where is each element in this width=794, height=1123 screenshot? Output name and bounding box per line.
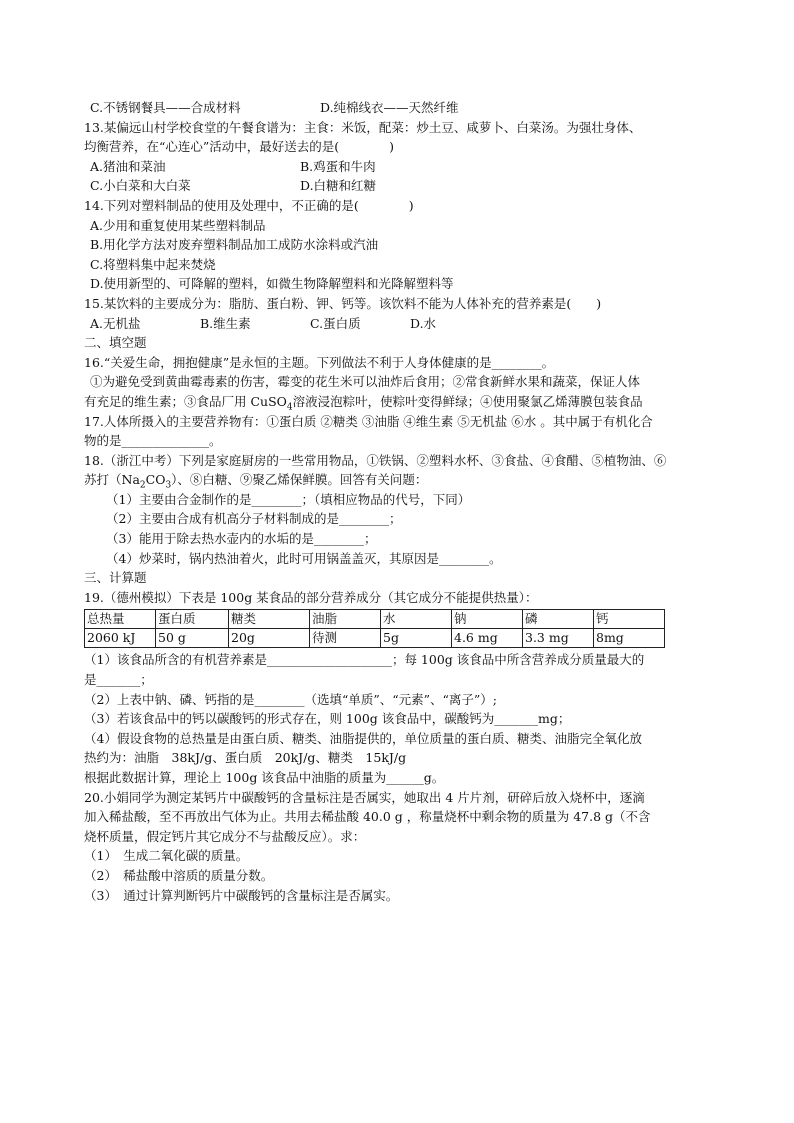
table-header-cell: 钙	[594, 610, 665, 629]
q20-part-3: （3） 通过计算判断钙片中碳酸钙的含量标注是否属实。	[84, 887, 399, 903]
table-header-cell: 糖类	[229, 610, 310, 629]
q14-option-a: A.少用和重复使用某些塑料制品	[90, 217, 266, 233]
nutrition-table-value-row	[85, 629, 665, 648]
q19-part-3: （3）若该食品中的钙以碳酸钙的形式存在，则 100g 该食品中，碳酸钙为_______mg；	[84, 711, 571, 727]
q13-option-a: A.猪油和菜油	[90, 158, 166, 174]
nutrition-table-header-row	[85, 610, 665, 629]
q16-line-3	[84, 392, 714, 412]
q18-line-1: 18.（浙江中考）下列是家庭厨房的一些常用物品，①铁锅、②塑料水杯、③食盐、④食醋、⑤植物油、⑥	[84, 452, 667, 468]
q14-stem: 14.下列对塑料制品的使用及处理中，不正确的是( )	[84, 197, 414, 213]
q19-part-1a: （1）该食品所含的有机营养素是____________________；每 100g 该食品中所含营养成分质量最大的	[84, 652, 645, 668]
q18-line-2-part-c: ）、⑧白糖、⑨聚乙烯保鲜膜。回答有关问题：	[171, 472, 428, 488]
q18-line-2	[84, 470, 714, 490]
q18-part-2: （2）主要由合成有机高分子材料制成的是________；	[106, 511, 402, 527]
q13-options-ab	[84, 157, 714, 177]
table-header-cell: 蛋白质	[156, 610, 229, 629]
q20-part-1: （1） 生成二氧化碳的质量。	[84, 848, 249, 864]
table-cell: 5g	[381, 629, 452, 648]
q18-part-3: （3）能用于除去热水壶内的水垢的是________；	[106, 531, 377, 547]
q17-line-2: 物的是______________。	[84, 433, 222, 449]
table-cell: 50 g	[156, 629, 229, 648]
q15-options	[84, 314, 714, 334]
q19-part-4c: 根据此数据计算，理论上 100g 该食品中油脂的质量为______g。	[84, 770, 445, 785]
q19-part-4a: （4）假设食物的总热量是由蛋白质、糖类、油脂提供的，单位质量的蛋白质、糖类、油脂完全氧化放	[84, 730, 642, 746]
q12-option-d: D.纯棉线衣——天然纤维	[320, 100, 459, 115]
q13-stem-2: 均衡营养，在“心连心”活动中，最好送去的是( )	[84, 139, 395, 155]
q16-line-3-part-a: 有充足的维生素；③食品厂用 CuSO	[84, 393, 287, 409]
q16-line-2: ①为避免受到黄曲霉毒素的伤害，霉变的花生米可以油炸后食用；②常食新鲜水果和蔬菜，保证人体	[90, 374, 641, 390]
table-header-cell: 油脂	[310, 610, 381, 629]
table-header-cell: 钠	[452, 610, 523, 629]
q14-option-c: C.将塑料集中起来焚烧	[90, 256, 216, 272]
q13-option-d: D.白糖和红糖	[300, 178, 377, 194]
q16-stem: 16.“关爱生命，拥抱健康”是永恒的主题。下列做法不利于人身体健康的是________。	[84, 354, 555, 370]
q14-option-d: D.使用新型的、可降解的塑料，如微生物降解塑料和光降解塑料等	[90, 276, 454, 292]
q15-option-c: C.蛋白质	[310, 315, 361, 331]
q12-option-c: C.不锈钢餐具——合成材料	[90, 100, 241, 115]
q15-option-d: D.水	[410, 315, 437, 331]
q18-part-4: （4）炒菜时，锅内热油着火，此时可用锅盖盖灭，其原因是________。	[106, 550, 502, 566]
q18-line-2-part-b: CO	[145, 472, 166, 488]
q16-line-3-subscript: 4	[286, 402, 293, 413]
section-fill-in-heading: 二、填空题	[84, 335, 147, 351]
table-cell: 20g	[229, 629, 310, 648]
table-header-cell: 总热量	[85, 610, 156, 629]
q19-part-1b: 是_______；	[84, 672, 153, 688]
q19-part-4b: 热约为：油脂 38kJ/g、蛋白质 20kJ/g、糖类 15kJ/g	[84, 750, 407, 766]
q17-line-1: 17.人体所摄入的主要营养物有：①蛋白质 ②糖类 ③油脂 ④维生素 ⑤无机盐 ⑥水 。其中属于有机化合	[84, 413, 653, 429]
section-calculation-heading: 三、计算题	[84, 570, 147, 586]
q20-line-3: 烧杯质量，假定钙片其它成分不与盐酸反应）。求：	[84, 828, 366, 844]
q20-line-1: 20.小娟同学为测定某钙片中碳酸钙的含量标注是否属实，她取出 4 片片剂，研碎后放入烧杯中，逐滴	[84, 789, 645, 805]
table-cell: 2060 kJ	[85, 629, 156, 648]
q20-line-2: 加入稀盐酸，至不再放出气体为止。共用去稀盐酸 40.0 g ，称量烧杯中剩余物的质量为 47.8 g（不含	[84, 809, 651, 825]
q19-stem: 19.（德州模拟）下表是 100g 某食品的部分营养成分（其它成分不能提供热量）：	[84, 589, 538, 605]
exam-content	[84, 98, 714, 905]
q13-stem-1: 13.某偏远山村学校食堂的午餐食谱为：主食：米饭，配菜：炒土豆、咸萝卜、白菜汤。为强壮身体、	[84, 119, 642, 135]
table-header-cell: 磷	[523, 610, 594, 629]
q15-stem: 15.某饮料的主要成分为：脂肪、蛋白粉、钾、钙等。该饮料不能为人体补充的营养素是( )	[84, 295, 602, 311]
q13-option-c: C.小白菜和大白菜	[90, 178, 191, 194]
table-cell: 4.6 mg	[452, 629, 523, 648]
q18-line-2-subscript-2: 3	[165, 480, 172, 491]
table-cell: 3.3 mg	[523, 629, 594, 648]
q19-part-2: （2）上表中钠、磷、钙指的是________（选填“单质”、“元素”、“离子”）;	[84, 691, 498, 707]
table-header-cell: 水	[381, 610, 452, 629]
q12-options-cd	[84, 98, 714, 118]
q15-option-a: A.无机盐	[90, 315, 141, 331]
nutrition-table	[84, 609, 665, 648]
q18-line-2-subscript-1: 2	[139, 480, 146, 491]
table-cell: 待测	[310, 629, 381, 648]
table-cell: 8mg	[594, 629, 665, 648]
q14-option-b: B.用化学方法对废弃塑料制品加工成防水涂料或汽油	[90, 237, 379, 253]
q16-line-3-part-b: 溶液浸泡粽叶，使粽叶变得鲜绿；④使用聚氯乙烯薄膜包装食品	[292, 393, 643, 409]
q13-option-b: B.鸡蛋和牛肉	[300, 158, 376, 174]
q20-part-2: （2） 稀盐酸中溶质的质量分数。	[84, 867, 274, 883]
q15-option-b: B.维生素	[200, 315, 251, 331]
q18-part-1: （1）主要由合金制作的是________；（填相应物品的代号，下同）	[106, 491, 471, 507]
q13-options-cd	[84, 176, 714, 196]
q18-line-2-part-a: 苏打（Na	[84, 472, 140, 488]
